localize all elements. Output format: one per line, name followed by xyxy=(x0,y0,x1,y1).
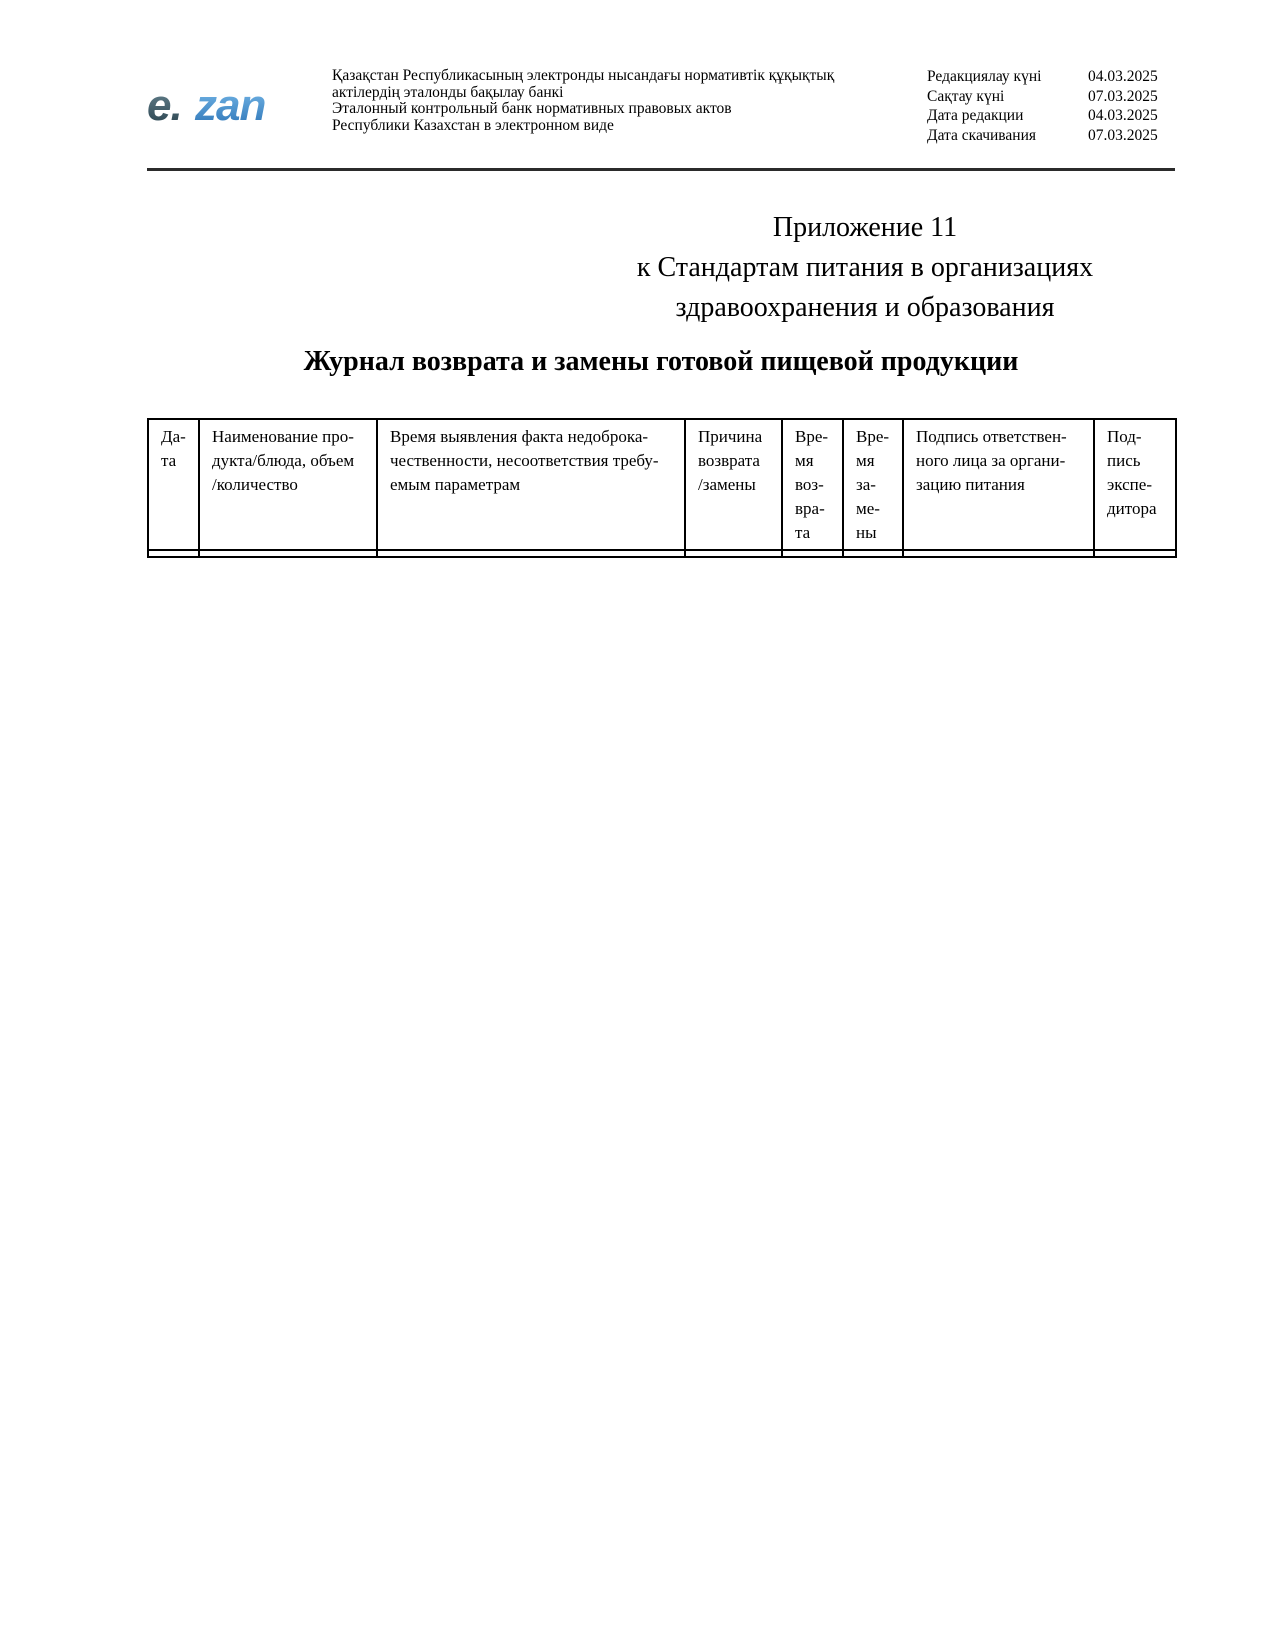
bank-name xyxy=(332,68,892,134)
header-text: возврата xyxy=(698,451,760,470)
column-header-detection-time xyxy=(377,419,685,550)
meta-row xyxy=(927,67,1177,87)
meta-row xyxy=(927,106,1177,126)
header-text: /замены xyxy=(698,475,756,494)
header-text: та xyxy=(795,523,811,542)
meta-label: Дата скачивания xyxy=(927,126,1037,144)
meta-value: 04.03.2025 xyxy=(1088,107,1158,124)
bank-line: Қазақстан Республикасының электронды нысандағы нормативтік құқықтық xyxy=(332,67,835,84)
meta-row xyxy=(927,126,1177,146)
header-text: ны xyxy=(856,523,877,542)
column-header-responsible-signature xyxy=(903,419,1094,550)
ezan-logo xyxy=(147,76,297,136)
ezan-logo-icon xyxy=(147,76,297,136)
header-text: вра- xyxy=(795,499,825,518)
appendix-line: здравоохранения и образования xyxy=(675,292,1055,323)
column-header-forwarder-signature xyxy=(1094,419,1176,550)
document-title: Журнал возврата и замены готовой пищевой продукции xyxy=(303,346,1019,377)
header-text: Время выявления факта недоброка- xyxy=(390,427,649,446)
meta-label: Дата редакции xyxy=(927,107,1024,124)
column-header-product xyxy=(199,419,377,550)
header-divider xyxy=(147,168,1175,171)
appendix-line: к Стандартам питания в организациях xyxy=(636,252,1094,283)
header-text: та xyxy=(161,451,177,470)
svg-text:e.: e. xyxy=(147,81,182,130)
header-text: ме- xyxy=(856,499,880,518)
journal-table xyxy=(147,418,1177,558)
header-text: /количество xyxy=(212,475,298,494)
appendix-line: Приложение 11 xyxy=(772,212,958,243)
meta-value: 07.03.2025 xyxy=(1088,87,1158,105)
header-text: чественности, несоответствия требу- xyxy=(390,451,659,470)
header-text: емым параметрам xyxy=(390,475,521,494)
header-text: Подпись ответствен- xyxy=(916,427,1067,446)
header-text: мя xyxy=(795,451,814,470)
bank-line: Эталонный контрольный банк нормативных правовых актов xyxy=(332,100,732,117)
header-text: пись xyxy=(1107,451,1141,470)
column-header-replacement-time xyxy=(843,419,903,550)
date-metadata xyxy=(927,67,1177,145)
header-text: дитора xyxy=(1107,499,1157,518)
table-cell xyxy=(843,550,903,557)
table-cell xyxy=(903,550,1094,557)
header-text: Под- xyxy=(1107,427,1142,446)
header-text: Вре- xyxy=(856,427,890,446)
meta-value: 04.03.2025 xyxy=(1088,68,1158,85)
header-text: экспе- xyxy=(1107,475,1152,494)
meta-value: 07.03.2025 xyxy=(1088,126,1158,144)
table-cell xyxy=(685,550,782,557)
table-cell xyxy=(1094,550,1176,557)
document-header xyxy=(147,64,1175,170)
header-text: воз- xyxy=(795,475,824,494)
table-cell xyxy=(199,550,377,557)
column-header-return-time xyxy=(782,419,843,550)
header-text: Наименование про- xyxy=(212,427,354,446)
column-header-date xyxy=(148,419,199,550)
table-row xyxy=(148,550,1176,557)
svg-text:zan: zan xyxy=(195,81,266,130)
header-text: ного лица за органи- xyxy=(916,451,1066,470)
bank-line: актілердің эталонды бақылау банкі xyxy=(332,83,564,101)
column-header-reason xyxy=(685,419,782,550)
header-text: мя xyxy=(856,451,875,470)
table-header-row xyxy=(148,419,1176,550)
appendix-note xyxy=(600,208,1130,328)
header-text: Причина xyxy=(698,427,763,446)
header-text: за- xyxy=(856,475,876,494)
table-cell xyxy=(148,550,199,557)
bank-line: Республики Казахстан в электронном виде xyxy=(332,116,614,134)
header-text: Да- xyxy=(161,427,186,446)
header-text: Вре- xyxy=(795,427,829,446)
table-cell xyxy=(377,550,685,557)
meta-label: Сақтау күні xyxy=(927,87,1005,105)
header-text: зацию питания xyxy=(916,475,1025,494)
header-text: дукта/блюда, объем xyxy=(212,451,355,470)
meta-row xyxy=(927,87,1177,107)
meta-label: Редакциялау күні xyxy=(927,68,1042,85)
table-cell xyxy=(782,550,843,557)
